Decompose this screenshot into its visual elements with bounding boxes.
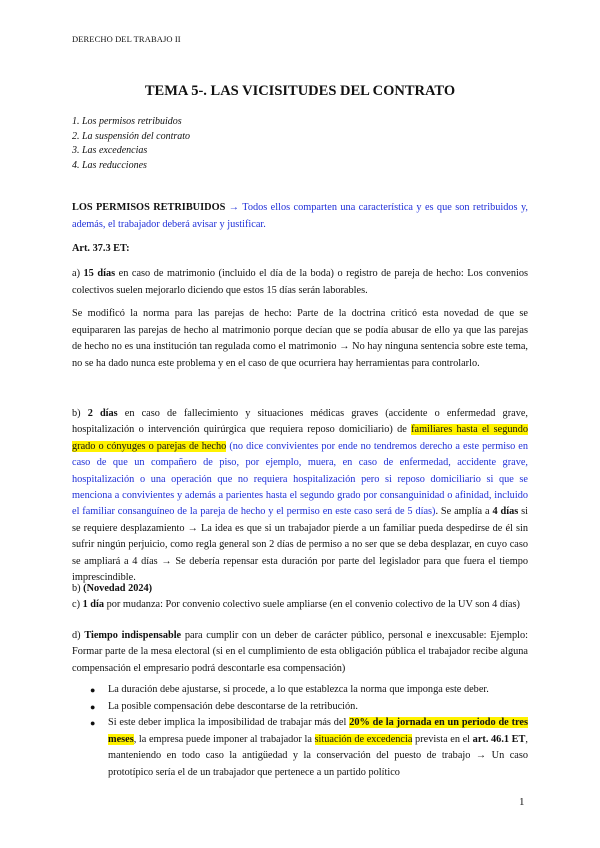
toc-item: 2. La suspensión del contrato: [72, 130, 191, 142]
list-item: ● La posible compensación debe descontarse de la retribución.: [88, 699, 528, 716]
item-b: b) 2 días en caso de fallecimiento y situaciones médicas graves (accidente o enfermedad grave, hospitalización o intervención quirúrgica que requiera reposo domiciliario) de familiares hasta el segundo grado o cónyuges o parejas de hecho (no dice convivientes por ende no tendremos derecho a este permiso en caso de que un compañero de piso, por ejemplo, muera, en caso de enfermedad, accidente grave, hospitalización o una operación que no requiera hospitalización pero si reposo domiciliario si que se menciona a convivientes y además a parientes hasta el segundo grado por consanguinidad o afinidad, incluido el familiar consanguíneo de la pareja de hecho y el permiso en este caso será de 5 días). Se amplía a 4 días si se requiere desplazamiento → La idea es que si un trabajador pierde a un familiar pueda despedirse de él sin sufrir ningún perjuicio, como regla general son 2 días de permiso a no ser que se deba desplazar, en cuyo caso se ampliará a 4 días → Se debería repensar esta duración por parte del legislador para que fuera el tiempo imprescindible.: [72, 408, 529, 584]
note-paragraph: Se modificó la norma para las parejas de hecho: Parte de la doctrina criticó esta novedad de que se equipararen las parejas de hecho al matrimonio porque decían que se podía abusar de ello ya que las parejas de hecho no es una institución tan regulada como el matrimonio → No hay ninguna sentencia sobre este tema, no se ha dado nunca este problema y en el caso de que ocurriera hay herramientas para controlarlo.: [72, 308, 528, 369]
item-a: a) 15 días en caso de matrimonio (incluido el día de la boda) o registro de pareja de hecho: Los convenios colectivos suelen mejorarlo diciendo que estos 15 días serán laborables.: [72, 268, 528, 296]
highlighted-text: situación de excedencia: [314, 733, 413, 745]
intro-note: → Todos ellos comparten una característica y es que son retribuidos y, además, el trabajador deberá avisar y justificar.: [72, 202, 528, 230]
toc-item: 1. Los permisos retribuidos: [72, 116, 182, 127]
item-c: c) 1 día por mudanza: Por convenio colectivo suele ampliarse (en el convenio colectivo de la UV son 4 días): [72, 599, 520, 610]
page-number: 1: [519, 796, 525, 808]
bullet-icon: ●: [90, 685, 96, 695]
bullet-icon: ●: [90, 718, 96, 728]
bullet-icon: ●: [90, 701, 96, 712]
highlighted-text: 20% de la jornada en un periodo de tres meses: [108, 717, 528, 745]
bullet-list: [88, 682, 528, 781]
page-title: TEMA 5-. LAS VICISITUDES DEL CONTRATO: [144, 83, 456, 99]
running-header: DERECHO DEL TRABAJO II: [72, 34, 181, 44]
blue-note: (no dice convivientes por ende no tendremos derecho a este permiso en caso de que un compañero de piso, por ejemplo, muera, en caso de enfermedad, accidente grave, hospitalización o una operación que no requiera hospitalización pero si reposo domiciliario si que se menciona a convivientes y además a parientes hasta el segundo grado por consanguinidad o afinidad, incluido el familiar consanguíneo de la pareja de hecho y el permiso en este caso será de 5 días): [72, 440, 529, 518]
intro-paragraph: [72, 200, 528, 233]
table-of-contents: [72, 115, 190, 173]
toc-item: 4. Las reducciones: [72, 159, 147, 171]
item-b-novedad: b) (Novedad 2024): [72, 583, 153, 594]
list-item: ● Si este deber implica la imposibilidad de trabajar más del 20% de la jornada en un periodo de tres meses, la empresa puede imponer al trabajador la situación de excedencia prevista en el art. 46.1 ET, manteniendo en todo caso la antigüedad y la conservación del puesto de trabajo → Un caso prototípico sería el de un trabajador que pertenece a un partido político: [90, 717, 528, 778]
toc-item: 3. Las excedencias: [72, 145, 148, 156]
section-heading: LOS PERMISOS RETRIBUIDOS: [72, 202, 226, 213]
list-item: ● La duración debe ajustarse, si procede, a lo que establezca la norma que imponga este deber.: [88, 682, 528, 699]
article-heading: Art. 37.3 ET:: [72, 243, 130, 254]
highlighted-text: familiares hasta el segundo grado o cónyuges o parejas de hecho: [72, 424, 528, 452]
item-d: d) Tiempo indispensable para cumplir con un deber de carácter público, personal e inexcusable: Ejemplo: Formar parte de la mesa electoral (si en el cumplimiento de esta obligación pública el trabajador recibe alguna compensación el empresario podrá descontarle esa compensación): [72, 630, 528, 674]
